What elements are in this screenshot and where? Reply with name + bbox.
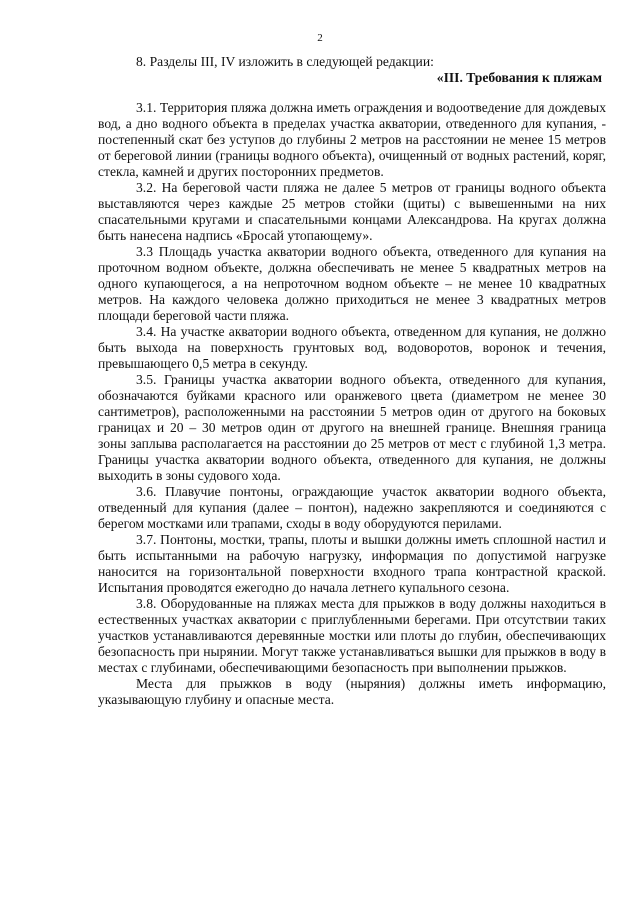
paragraph-3-8: 3.8. Оборудованные на пляжах места для прыжков в воду должны находиться в естественных участках акватории с приглубленными берегами. При отсутствии таких участков устанавливаются деревянные мостки или плоты до глубин, обеспечивающих безопасность при нырянии. Могут также устанавливаться вышки для прыжков в воду в местах с глубинами, обеспечивающими безопасность при выполнении прыжков. [98,596,606,675]
document-body [98,54,606,708]
paragraph-3-2: 3.2. На береговой части пляжа не далее 5 метров от границы водного объекта выставляются через каждые 25 метров стойки (щиты) с вывешенными на них спасательными кругами и спасательными концами Александрова. На кругах должна быть нанесена надпись «Бросай утопающему». [98,180,606,243]
paragraph-3-6: 3.6. Плавучие понтоны, ограждающие участок акватории водного объекта, отведенный для купания (далее – понтон), надежно закрепляются и соединяются с берегом мостками или трапами, сходы в воду оборудуются перилами. [98,484,606,531]
paragraph-3-3: 3.3 Площадь участка акватории водного объекта, отведенного для купания на проточном водном объекте, должна обеспечивать не менее 5 квадратных метров на одного купающегося, а на непроточном водном объекте – не менее 10 квадратных метров. На каждого человека должно приходиться не менее 3 квадратных метров площади береговой части пляжа. [98,244,606,323]
paragraph-3-7: 3.7. Понтоны, мостки, трапы, плоты и вышки должны иметь сплошной настил и быть испытанными на рабочую нагрузку, информация по допустимой нагрузке наносится на горизонтальной поверхности входного трапа контрастной краской. Испытания проводятся ежегодно до начала летнего купального сезона. [98,532,606,595]
section-title: «III. Требования к пляжам [436,70,602,85]
paragraph-3-4: 3.4. На участке акватории водного объекта, отведенном для купания, не должно быть выхода на поверхность грунтовых вод, водоворотов, воронок и течения, превышающего 0,5 метра в секунду. [98,324,606,371]
paragraph-3-5: 3.5. Границы участка акватории водного объекта, отведенного для купания, обозначаются буйками красного или оранжевого цвета (диаметром не менее 30 сантиметров), расположенными на расстоянии 5 метров один от другого на боковых границах и 20 – 30 метров один от другого на внешней границе. Внешняя граница зоны заплыва располагается на расстоянии до 25 метров от мест с глубиной 1,3 метра. Границы участка акватории водного объекта, отведенного для купания, не должны выходить в зоны судового хода. [98,372,606,483]
amendment-intro: 8. Разделы III, IV изложить в следующей редакции: [136,54,434,69]
paragraph-3-1: 3.1. Территория пляжа должна иметь ограждения и водоотведение для дождевых вод, а дно водного объекта в пределах участка акватории, отведенного для купания, - постепенный скат без уступов до глубины 2 метров на расстоянии не менее 15 метров от береговой линии (границы водного объекта), очищенный от водных растений, коряг, стекла, камней и других посторонних предметов. [98,100,606,179]
page-number: 2 [317,32,323,44]
paragraph-diving-info: Места для прыжков в воду (ныряния) должны иметь информацию, указывающую глубину и опасные места. [98,676,606,707]
